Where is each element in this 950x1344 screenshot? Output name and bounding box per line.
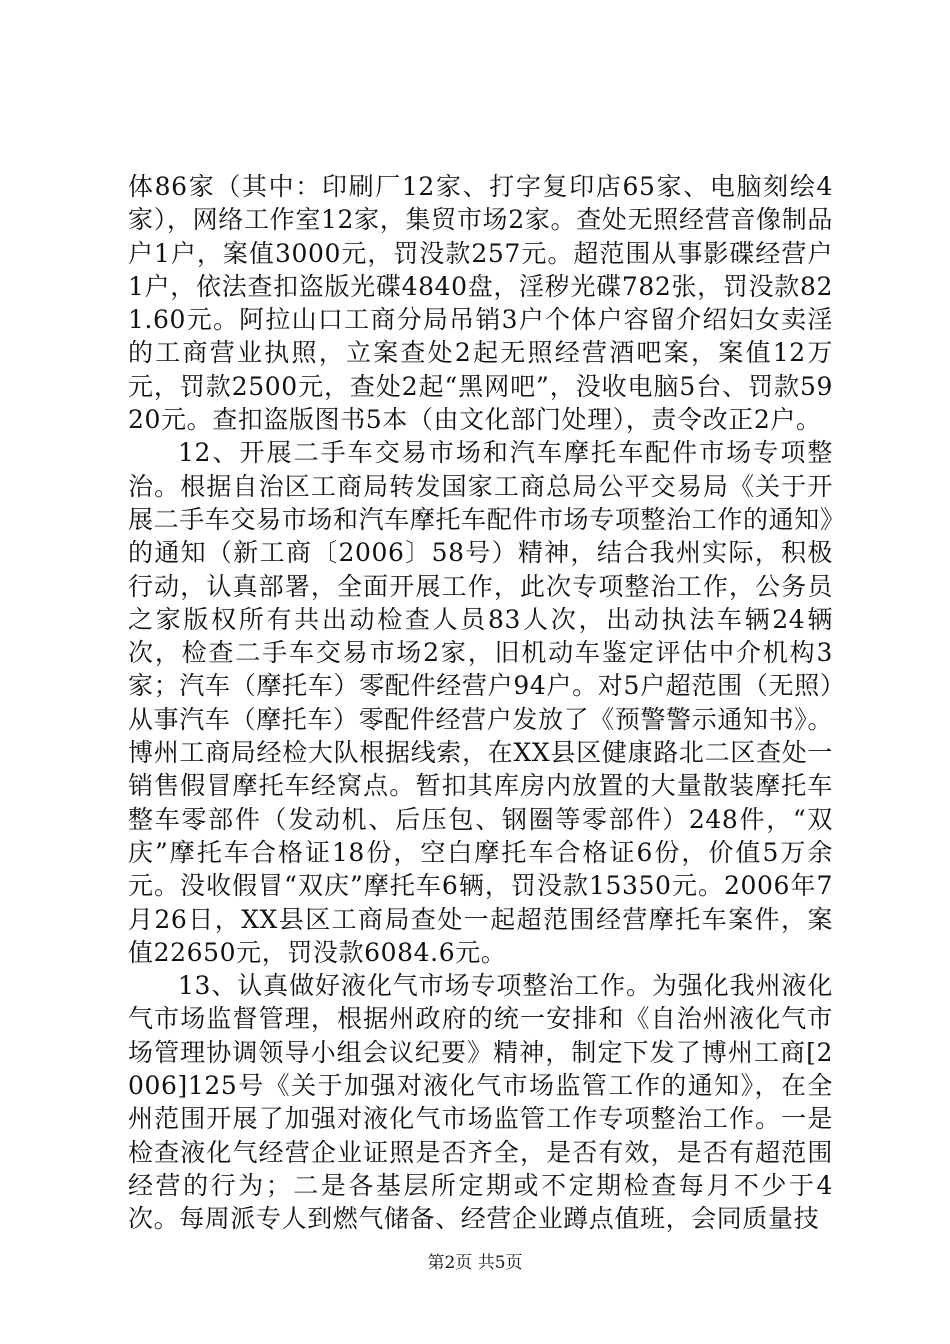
paragraph-2: 12、开展二手车交易市场和汽车摩托车配件市场专项整治。根据自治区工商局转发国家工商总局公平交易局《关于开展二手车交易市场和汽车摩托车配件市场专项整治工作的通知》的通知（新工商〔2006〕58号）精神，结合我州实际，积极行动，认真部署，全面开展工作，此次专项整治工作，公务员之家版权所有共出动检查人员83人次，出动执法车辆24辆次，检查二手车交易市场2家，旧机动车鉴定评估中介机构3家；汽车（摩托车）零配件经营户94户。对5户超范围（无照）从事汽车（摩托车）零配件经营户发放了《预警警示通知书》。博州工商局经检大队根据线索，在XX县区健康路北二区查处一销售假冒摩托车经窝点。暂扣其库房内放置的大量散装摩托车整车零部件（发动机、后压包、钢圈等零部件）248件，“双庆”摩托车合格证18份，空白摩托车合格证6份，价值5万余元。没收假冒“双庆”摩托车6辆，罚没款15350元。2006年7月26日，XX县区工商局查处一起超范围经营摩托车案件，案值22650元，罚没款6084.6元。 xyxy=(128,438,833,967)
paragraph-1: 体86家（其中：印刷厂12家、打字复印店65家、电脑刻绘4家），网络工作室12家，集贸市场2家。查处无照经营音像制品户1户，案值3000元，罚没款257元。超范围从事影碟经营户1户，依法查扣盗版光碟4840盘，淫秽光碟782张，罚没款821.60元。阿拉山口工商分局吊销3户个体户容留介绍妇女卖淫的工商营业执照，立案查处2起无照经营酒吧案，案值12万元，罚款2500元，查处2起“黑网吧”，没收电脑5台、罚款5920元。查扣盗版图书5本（由文化部门处理），责令改正2户。 xyxy=(128,172,833,435)
page-footer: 第2页 共5页 xyxy=(427,1253,523,1273)
paragraph-3: 13、认真做好液化气市场专项整治工作。为强化我州液化气市场监督管理，根据州政府的统一安排和《自治州液化气市场管理协调领导小组会议纪要》精神，制定下发了博州工商[2006]125号《关于加强对液化气市场监管工作的通知》，在全州范围开展了加强对液化气市场监管工作专项整治工作。一是检查液化气经营企业证照是否齐全，是否有效，是否有超范围经营的行为；二是各基层所定期或不定期检查每月不少于4次。每周派专人到燃气储备、经营企业蹲点值班，会同质量技 xyxy=(128,971,833,1234)
document-body xyxy=(128,170,833,1236)
